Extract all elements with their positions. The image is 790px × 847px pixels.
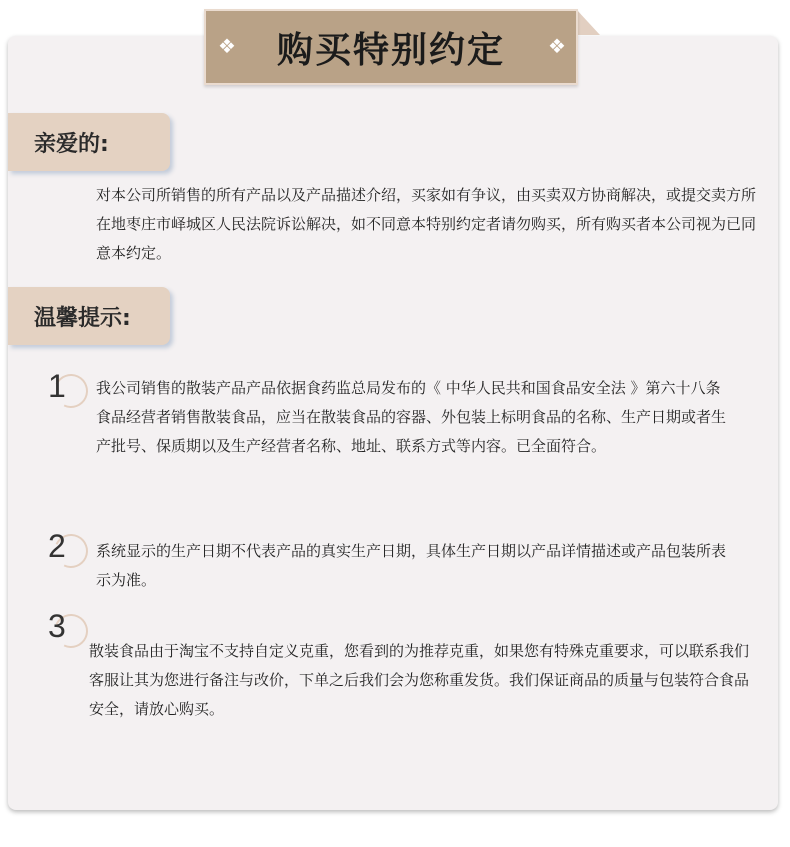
tip-item-text: 系统显示的生产日期不代表产品的真实生产日期，具体生产日期以产品详情描述或产品包装所表示为准。 xyxy=(96,542,727,589)
banner-fold xyxy=(576,9,600,35)
item-number: 2 xyxy=(48,528,66,564)
diamond-icon: ❖ xyxy=(218,34,236,58)
section-label: 亲爱的: xyxy=(34,131,109,157)
title-banner xyxy=(204,9,578,85)
item-number-badge xyxy=(48,608,88,654)
section-tag-tips xyxy=(8,287,170,345)
page-title: 购买特别约定 xyxy=(276,29,505,71)
item-number: 1 xyxy=(48,368,66,404)
section-label: 温馨提示: xyxy=(34,305,131,331)
item-number-badge xyxy=(48,528,88,574)
tip-item-text: 散装食品由于淘宝不支持自定义克重，您看到的为推荐克重，如果您有特殊克重要求，可以联系我们客服让其为您进行备注与改价，下单之后我们会为您称重发货。我们保证商品的质量与包装符合食品安全，请放心购买。 xyxy=(89,642,750,718)
item-number: 3 xyxy=(48,608,66,644)
tip-item-text: 我公司销售的散装产品产品依据食药监总局发布的《 中华人民共和国食品安全法 》第六十八条 食品经营者销售散装食品，应当在散装食品的容器、外包装上标明食品的名称、生产日期或者生产批号、保质期以及生产经营者名称、地址、联系方式等内容。已全面符合。 xyxy=(96,379,727,455)
item-number-badge xyxy=(48,368,88,414)
diamond-icon: ❖ xyxy=(548,34,566,58)
section-tag-greeting xyxy=(8,113,170,171)
greeting-paragraph: 对本公司所销售的所有产品以及产品描述介绍，买家如有争议，由买卖双方协商解决，或提交卖方所在地枣庄市峄城区人民法院诉讼解决，如不同意本特别约定者请勿购买，所有购买者本公司视为已同意本约定。 xyxy=(96,186,757,262)
